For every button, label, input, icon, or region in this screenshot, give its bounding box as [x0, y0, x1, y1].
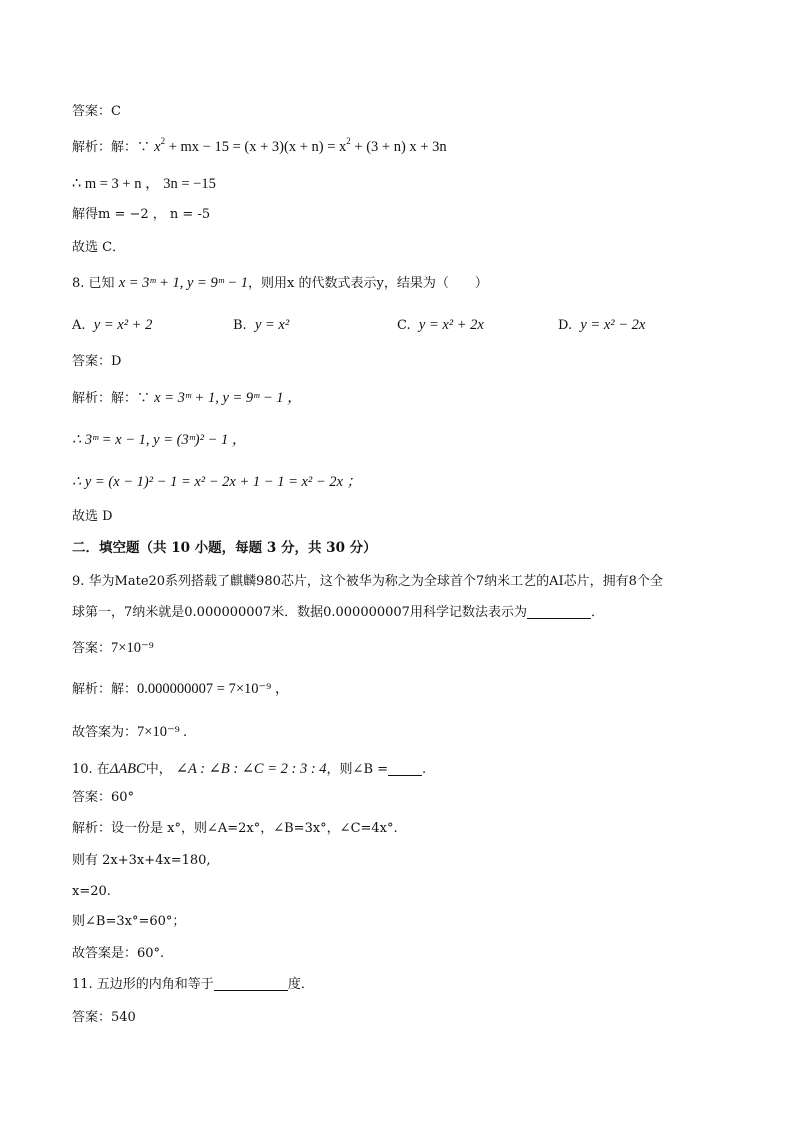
q7-therefore: ∴ m = 3 + n ， 3n = −15 [72, 176, 216, 192]
q10-step3: 则∠B=3x°=60°； [72, 914, 186, 929]
q9-question-line2: 球第一，7纳米就是0.000000007米．数据0.000000007用科学记数法表示为 ． [72, 605, 604, 620]
q9-answer-blank[interactable] [527, 604, 591, 619]
q8-answer: 答案：D [72, 354, 122, 369]
q7-answer: 答案：C [72, 104, 121, 119]
q7-solve: 解得m = −2 ， n = -5 [72, 207, 211, 222]
q10-question: 10. 在ΔABC中， ∠A : ∠B : ∠C = 2 : 3 : 4，则∠B = . [72, 761, 427, 777]
q8-option-d[interactable]: D. y = x² − 2x [558, 317, 646, 333]
q11-question: 11. 五边形的内角和等于 度． [72, 977, 314, 992]
q10-conclusion: 故答案是：60°. [72, 946, 165, 961]
q9-answer: 答案：7×10⁻⁹ [72, 640, 154, 656]
section-heading: 二．填空题（共 10 小题，每题 3 分，共 30 分） [72, 540, 377, 556]
q8-options [72, 315, 722, 335]
q10-step2: x=20. [72, 884, 111, 899]
q8-choose: 故选 D [72, 509, 113, 524]
q9-question-line1: 9. 华为Mate20系列搭载了麒麟980芯片，这个被华为称之为全球首个7纳米工艺的AI芯片，拥有8个全 [72, 574, 663, 589]
q8-step2: ∴ 3ᵐ = x − 1, y = (3ᵐ)² − 1 ， [72, 432, 247, 448]
q8-option-b[interactable]: B. y = x² [233, 317, 290, 333]
q8-step3: ∴ y = (x − 1)² − 1 = x² − 2x + 1 − 1 = x² − 2x ； [72, 474, 362, 490]
q10-answer: 答案：60° [72, 790, 135, 805]
q7-choose: 故选 C． [72, 240, 126, 255]
q8-condition: x = 3ᵐ + 1, y = 9ᵐ − 1 [118, 275, 249, 291]
q7-analysis-prefix: 解析：解：∵ [72, 140, 151, 155]
q11-answer: 答案：540 [72, 1010, 136, 1025]
q8-option-a[interactable]: A. y = x² + 2 [72, 317, 153, 333]
q7-analysis [72, 137, 447, 158]
q8-analysis: 解析：解：∵ x = 3ᵐ + 1, y = 9ᵐ − 1 ， [72, 390, 302, 406]
q9-analysis: 解析：解：0.000000007 = 7×10⁻⁹ ， [72, 681, 290, 697]
q8-question: 8. 已知 x = 3ᵐ + 1, y = 9ᵐ − 1，则用x 的代数式表示y，结果为（ ） [72, 275, 488, 291]
q10-analysis: 解析：设一份是 x°，则∠A=2x°，∠B=3x°，∠C=4x°. [72, 821, 398, 836]
q8-option-c[interactable]: C. y = x² + 2x [397, 317, 484, 333]
q10-step1: 则有 2x+3x+4x=180, [72, 853, 211, 868]
q10-answer-blank[interactable] [388, 761, 422, 776]
q11-answer-blank[interactable] [214, 976, 288, 991]
q7-equation: $x^2$ + mx − $15 = (x + 3)(x + n) = x^2 + (3 + n) x + 3n$ [154, 136, 447, 155]
q9-conclusion: 故答案为：7×10⁻⁹ . [72, 724, 187, 740]
